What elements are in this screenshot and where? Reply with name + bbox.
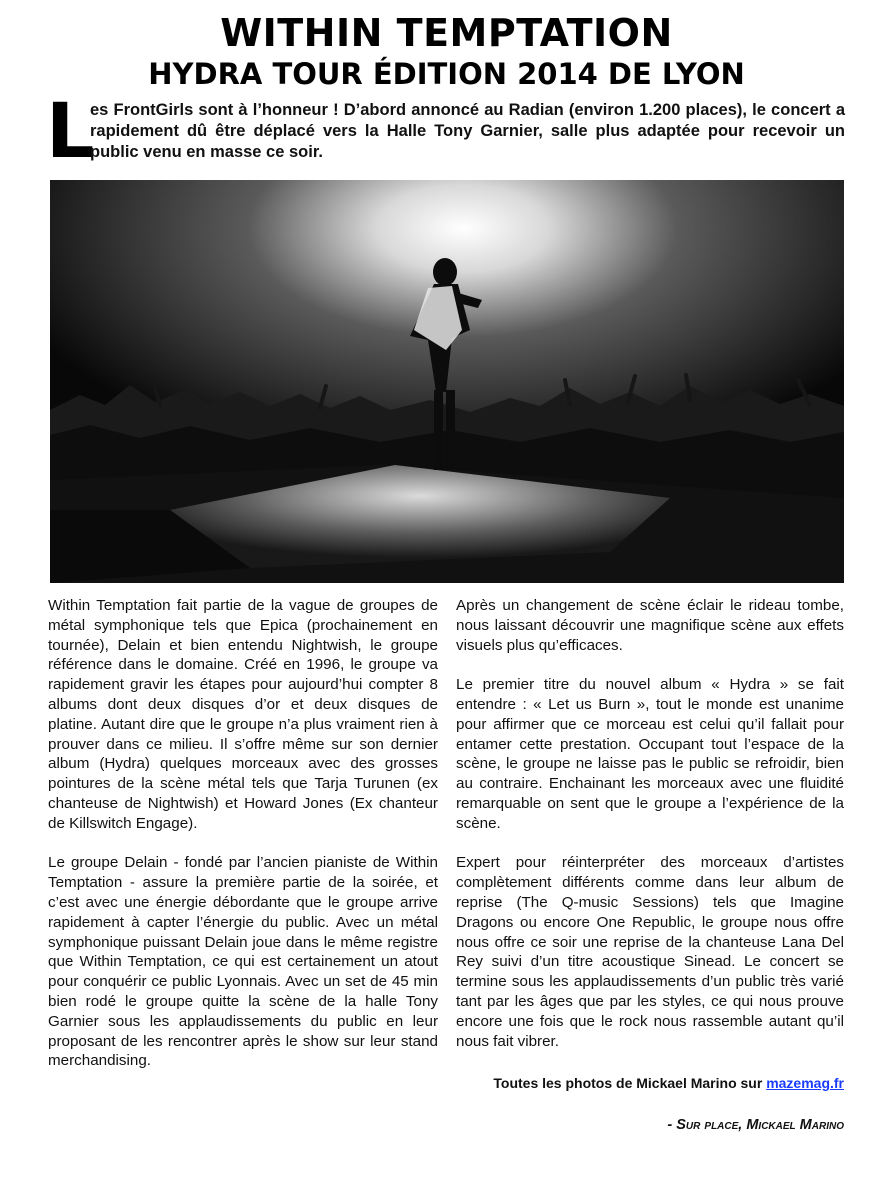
paragraph: Après un changement de scène éclair le rideau tombe, nous laissant découvrir une magnifique scène aux effets visuels plus qu’efficaces. — [456, 597, 844, 654]
paragraph: Le premier titre du nouvel album « Hydra » se fait entendre : « Let us Burn », tout le monde est unanime pour affirmer que ce morceau est celui qu’il fallait pour entamer cette prestation. Occupant tout l’espace de la scène, le groupe ne laisse pas le public se refroidir, bien au contraire. Enchainant les morceaux avec une fluidité remarquable on sent que le groupe a l’expérience de la scène. — [456, 676, 844, 832]
paragraph: Within Temptation fait partie de la vague de groupes de métal symphonique tels que Epica (prochainement en tournée), Delain et bien entendu Nightwish, le groupe référence dans le domaine. Créé en 1996, le groupe va rapidement gravir les étapes pour aujourd’hui compter 8 albums dont deux disques d’or et deux disques de platine. Autant dire que le groupe n’a plus vraiment rien à prouver dans ce milieu. Il s’offre même sur son dernier album (Hydra) quelques morceaux avec des grosses pointures de la scène métal tels que Tarja Turunen (ex chanteuse de Nightwish) et Howard Jones (Ex chanteur de Killswitch Engage). — [48, 597, 438, 832]
article-title: WITHIN TEMPTATION — [220, 11, 673, 55]
article-left-column — [48, 596, 438, 1091]
article-subtitle: HYDRA TOUR ÉDITION 2014 DE LYON — [148, 57, 745, 91]
concert-photo-image — [50, 180, 844, 583]
paragraph: Le groupe Delain - fondé par l’ancien pianiste de Within Temptation - assure la première partie de la soirée, et c’est avec une énergie débordante que le groupe arrive rapidement à capter l’énergie du public. Avec un métal symphonique puissant Delain joue dans le même registre que Within Temptation, ce qui est certainement un atout pour conquérir ce public Lyonnais. Avec un set de 45 min bien rodé le groupe quitte la scène de la halle Tony Garnier sous les applaudissements du public en leur proposant de les rencontrer après le show sur leur stand merchandising. — [48, 854, 438, 1070]
concert-photo — [50, 180, 844, 583]
author-signature: - Sur place, Mickael Marino — [667, 1117, 844, 1133]
photo-credit — [456, 1075, 844, 1091]
photo-credit-link[interactable]: mazemag.fr — [766, 1075, 844, 1091]
photo-credit-text: Toutes les photos de Mickael Marino sur — [493, 1075, 767, 1091]
paragraph: Expert pour réinterpréter des morceaux d’artistes complètement différents comme dans leur album de reprise (The Q-music Sessions) tels que Imagine Dragons ou encore One Republic, le groupe nous offre nous offre ce soir une reprise de la chanteuse Lana Del Rey suivi d’un titre acoustique Sinead. Le concert se termine sous les applaudissements d’un public très varié tant par les âges que par les styles, ce qui nous prouve encore une fois que le rock nous rassemble autant qu’il nous fait vibrer. — [456, 854, 844, 1050]
article-right-column — [456, 596, 844, 1071]
intro-dropcap: L — [46, 86, 95, 175]
intro-paragraph: es FrontGirls sont à l’honneur ! D’abord annoncé au Radian (environ 1.200 places), le concert a rapidement dû être déplacé vers la Halle Tony Garnier, salle plus adaptée pour recevoir un public venu en masse ce soir. — [90, 101, 845, 161]
